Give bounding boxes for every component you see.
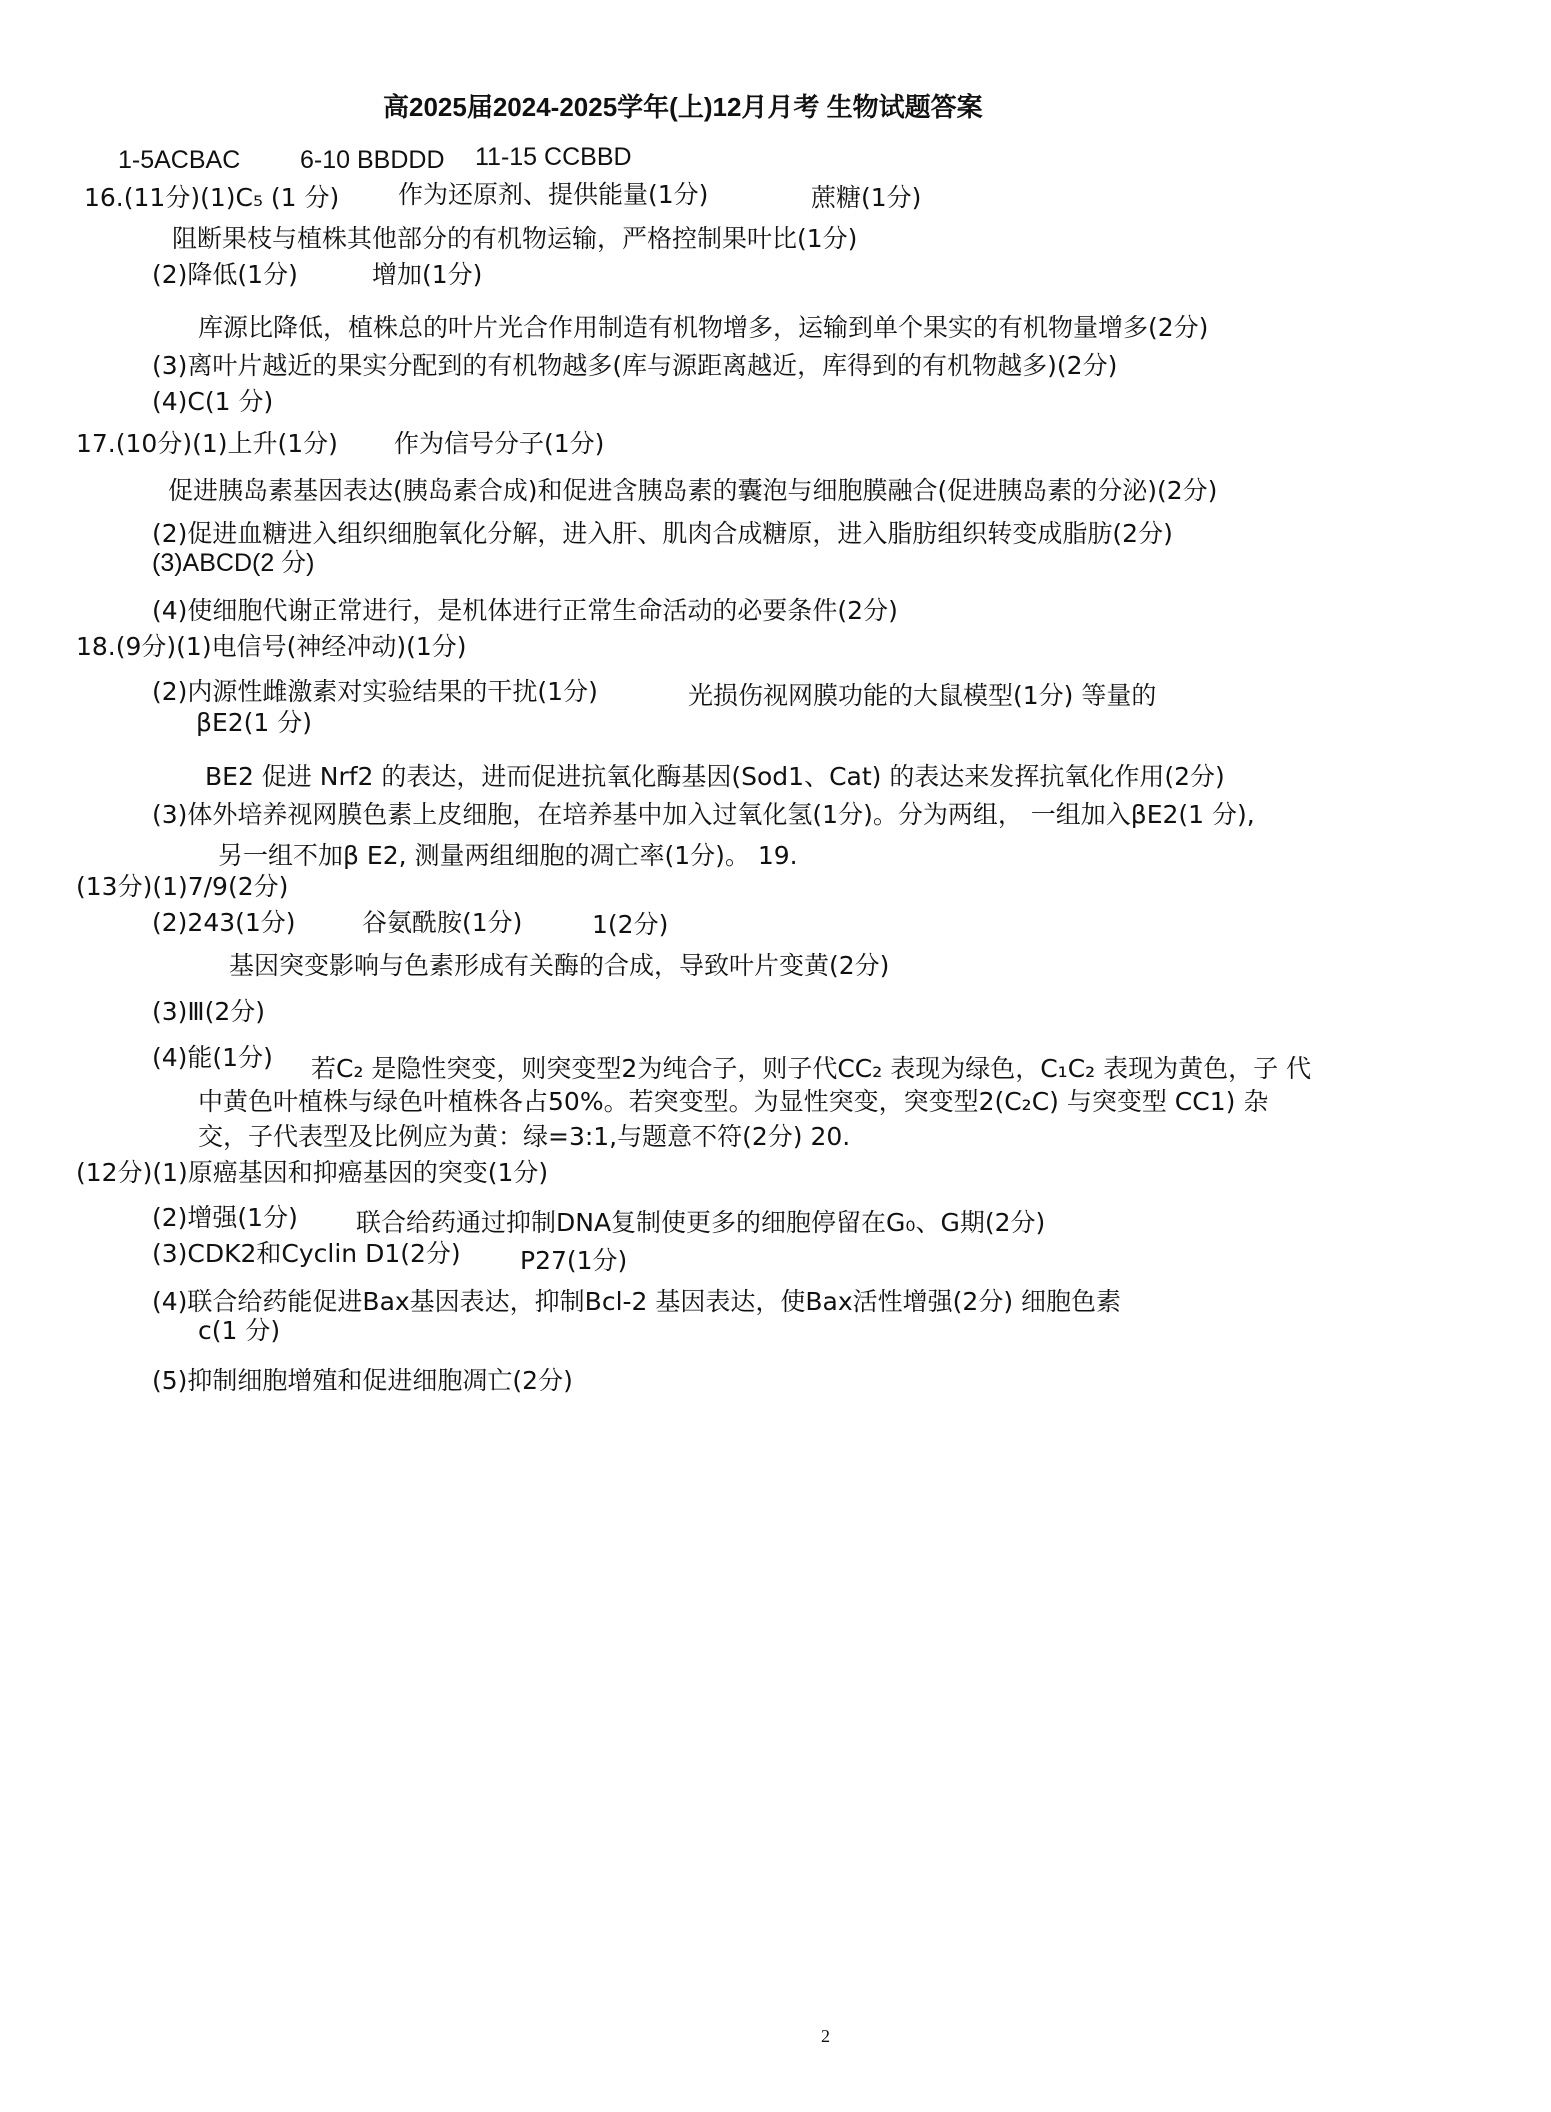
q17-line4: (3)ABCD(2 分) bbox=[152, 549, 315, 577]
q17-line1-part2: 作为信号分子(1分) bbox=[394, 429, 605, 458]
q19-line4: (3)Ⅲ(2分) bbox=[152, 997, 266, 1026]
q16-line5: (3)离叶片越近的果实分配到的有机物越多(库与源距离越近，库得到的有机物越多)(2分) bbox=[152, 351, 1118, 380]
q16-line1-part2: 作为还原剂、提供能量(1分) bbox=[398, 180, 709, 209]
q16-line4: 库源比降低，植株总的叶片光合作用制造有机物增多，运输到单个果实的有机物量增多(2分) bbox=[198, 313, 1209, 342]
q20-line3-part1: (3)CDK2和Cyclin D1(2分) bbox=[152, 1239, 461, 1268]
q17-line3: (2)促进血糖进入组织细胞氧化分解，进入肝、肌肉合成糖原，进入脂肪组织转变成脂肪(2分) bbox=[152, 519, 1173, 548]
q20-line1: (12分)(1)原癌基因和抑癌基因的突变(1分) bbox=[76, 1158, 549, 1187]
q20-line2-part2: 联合给药通过抑制DNA复制使更多的细胞停留在G₀、G期(2分) bbox=[356, 1208, 1046, 1237]
q18-line2-part2: 光损伤视网膜功能的大鼠模型(1分) 等量的 bbox=[688, 681, 1157, 710]
q19-line2-part2: 谷氨酰胺(1分) bbox=[362, 908, 523, 937]
q17-line5: (4)使细胞代谢正常进行，是机体进行正常生命活动的必要条件(2分) bbox=[152, 596, 898, 625]
q16-line6: (4)C(1 分) bbox=[152, 387, 274, 416]
q20-line4: (4)联合给药能促进Bax基因表达，抑制Bcl-2 基因表达，使Bax活性增强(2分) 细胞色素 bbox=[152, 1287, 1122, 1316]
q19-line2-part3: 1(2分) bbox=[592, 910, 669, 939]
q16-line3-part1: (2)降低(1分) bbox=[152, 260, 298, 289]
q19-line2-part1: (2)243(1分) bbox=[152, 908, 296, 937]
q17-line2: 促进胰岛素基因表达(胰岛素合成)和促进含胰岛素的囊泡与细胞膜融合(促进胰岛素的分泌)(2分) bbox=[168, 476, 1218, 505]
q20-line3-part2: P27(1分) bbox=[520, 1246, 628, 1275]
choice-answers-1-5: 1-5ACBAC bbox=[118, 146, 241, 174]
q19-line3: 基因突变影响与色素形成有关酶的合成，导致叶片变黄(2分) bbox=[229, 951, 890, 980]
q20-line6: (5)抑制细胞增殖和促进细胞凋亡(2分) bbox=[152, 1366, 573, 1395]
q19-line1: (13分)(1)7/9(2分) bbox=[76, 872, 289, 901]
q16-line1-part1: 16.(11分)(1)C₅ (1 分) bbox=[84, 183, 340, 212]
choice-answers-6-10: 6-10 BBDDD bbox=[300, 146, 445, 174]
q19-line7: 交，子代表型及比例应为黄：绿=3:1,与题意不符(2分) 20. bbox=[198, 1122, 851, 1151]
page-number: 2 bbox=[821, 2026, 830, 2046]
q18-line4: BE2 促进 Nrf2 的表达，进而促进抗氧化酶基因(Sod1、Cat) 的表达来发挥抗氧化作用(2分) bbox=[205, 762, 1225, 791]
q20-line5: c(1 分) bbox=[198, 1316, 281, 1345]
q18-line3: βE2(1 分) bbox=[196, 708, 313, 737]
choice-answers-11-15: 11-15 CCBBD bbox=[475, 143, 632, 171]
page-title: 高2025届2024-2025学年(上)12月月考 生物试题答案 bbox=[383, 92, 983, 122]
q19-line6: 中黄色叶植株与绿色叶植株各占50%。若突变型。为显性突变，突变型2(C₂C) 与突变型 CC1) 杂 bbox=[198, 1087, 1269, 1116]
q17-line1-part1: 17.(10分)(1)上升(1分) bbox=[76, 429, 338, 458]
q18-line1: 18.(9分)(1)电信号(神经冲动)(1分) bbox=[76, 632, 467, 661]
q16-line1-part3: 蔗糖(1分) bbox=[811, 183, 922, 212]
q19-line5-part2: 若C₂ 是隐性突变，则突变型2为纯合子，则子代CC₂ 表现为绿色，C₁C₂ 表现为黄色，子 代 bbox=[311, 1054, 1312, 1083]
q18-line5: (3)体外培养视网膜色素上皮细胞，在培养基中加入过氧化氢(1分)。分为两组， 一组加入βE2(1 分), bbox=[152, 800, 1255, 829]
q16-line2: 阻断果枝与植株其他部分的有机物运输，严格控制果叶比(1分) bbox=[172, 224, 858, 253]
q20-line2-part1: (2)增强(1分) bbox=[152, 1203, 298, 1232]
q18-line2-part1: (2)内源性雌激素对实验结果的干扰(1分) bbox=[152, 677, 598, 706]
q19-line5-part1: (4)能(1分) bbox=[152, 1043, 273, 1072]
q18-line6: 另一组不加β E2, 测量两组细胞的凋亡率(1分)。 19. bbox=[218, 841, 798, 870]
q16-line3-part2: 增加(1分) bbox=[372, 260, 483, 289]
